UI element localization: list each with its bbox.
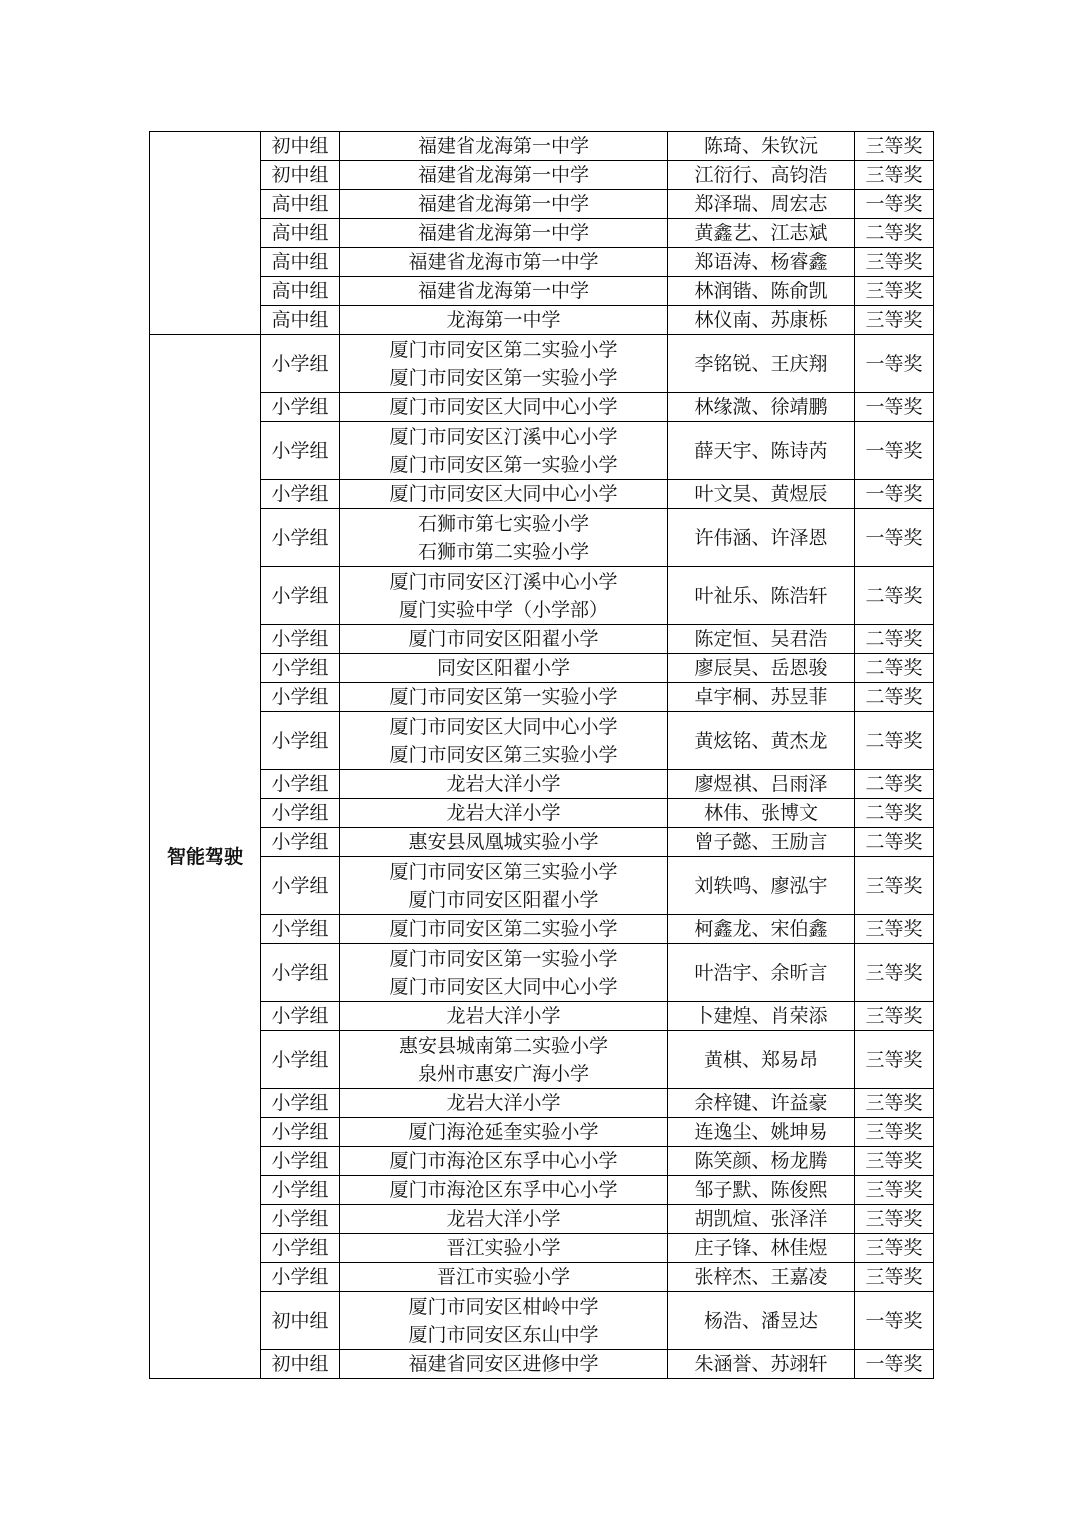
school-name: 厦门市同安区大同中心小学: [389, 975, 618, 998]
students-cell: 叶文昊、黄煜辰: [668, 480, 855, 509]
group-cell: 小学组: [261, 654, 340, 683]
award-cell: 一等奖: [855, 335, 934, 393]
group-cell: 小学组: [261, 625, 340, 654]
group-cell: 小学组: [261, 1263, 340, 1292]
school-name: 龙岩大洋小学: [446, 773, 561, 795]
table-row: [150, 625, 934, 654]
students-cell: 李铭锐、王庆翔: [668, 335, 855, 393]
school-cell: [340, 509, 668, 567]
table-row: [150, 132, 934, 161]
school-name: 福建省龙海第一中学: [417, 280, 589, 302]
group-cell: 小学组: [261, 509, 340, 567]
school-name: 厦门市同安区阳翟小学: [408, 888, 599, 911]
students-cell: 林伟、张博文: [668, 799, 855, 828]
school-name: 厦门市同安区东山中学: [408, 1323, 599, 1346]
school-cell: [340, 335, 668, 393]
table-row: [150, 480, 934, 509]
school-name: 厦门市同安区汀溪中心小学: [389, 570, 618, 593]
award-cell: 三等奖: [855, 306, 934, 335]
award-cell: 二等奖: [855, 683, 934, 712]
group-cell: 小学组: [261, 770, 340, 799]
school-name: 石狮市第二实验小学: [417, 540, 589, 563]
table-row: [150, 1292, 934, 1350]
group-cell: 小学组: [261, 393, 340, 422]
school-cell: [340, 480, 668, 509]
table-row: [150, 828, 934, 857]
students-cell: 陈琦、朱钦沅: [668, 132, 855, 161]
school-name: 厦门海沧延奎实验小学: [408, 1121, 599, 1143]
award-cell: 三等奖: [855, 248, 934, 277]
group-cell: 小学组: [261, 944, 340, 1002]
students-cell: 叶祉乐、陈浩轩: [668, 567, 855, 625]
students-cell: 林缘溦、徐靖鹏: [668, 393, 855, 422]
students-cell: 朱涵誉、苏翊轩: [668, 1350, 855, 1379]
school-name: 福建省龙海第一中学: [417, 222, 589, 244]
table-row: [150, 944, 934, 1002]
table-row: [150, 1118, 934, 1147]
students-cell: 柯鑫龙、宋伯鑫: [668, 915, 855, 944]
group-cell: 小学组: [261, 712, 340, 770]
table-row: [150, 219, 934, 248]
table-row: [150, 306, 934, 335]
school-name: 厦门市同安区第一实验小学: [389, 947, 618, 970]
school-name: 龙岩大洋小学: [446, 1005, 561, 1027]
students-cell: 许伟涵、许泽恩: [668, 509, 855, 567]
table-row: [150, 277, 934, 306]
school-name: 厦门市海沧区东孚中心小学: [389, 1179, 618, 1201]
students-cell: 卜建煌、肖荣添: [668, 1002, 855, 1031]
award-cell: 一等奖: [855, 509, 934, 567]
award-cell: 一等奖: [855, 190, 934, 219]
school-cell: [340, 1205, 668, 1234]
school-name: 厦门市同安区大同中心小学: [389, 396, 618, 418]
group-cell: 小学组: [261, 567, 340, 625]
school-name: 厦门市同安区第二实验小学: [389, 338, 618, 361]
students-cell: 江衍行、高钧浩: [668, 161, 855, 190]
award-cell: 三等奖: [855, 1205, 934, 1234]
students-cell: 连逸尘、姚坤易: [668, 1118, 855, 1147]
school-name: 福建省龙海第一中学: [417, 135, 589, 157]
award-cell: 二等奖: [855, 770, 934, 799]
school-cell: [340, 248, 668, 277]
school-name: 厦门市同安区第一实验小学: [389, 686, 618, 708]
award-cell: 三等奖: [855, 1234, 934, 1263]
school-name: 厦门市同安区第二实验小学: [389, 918, 618, 940]
award-cell: 三等奖: [855, 277, 934, 306]
school-cell: [340, 1350, 668, 1379]
table-row: [150, 654, 934, 683]
award-cell: 三等奖: [855, 1263, 934, 1292]
school-name: 晋江实验小学: [446, 1237, 561, 1259]
table-row: [150, 393, 934, 422]
school-cell: [340, 799, 668, 828]
school-cell: [340, 944, 668, 1002]
school-cell: [340, 1031, 668, 1089]
group-cell: 小学组: [261, 1147, 340, 1176]
students-cell: 余梓键、许益豪: [668, 1089, 855, 1118]
students-cell: 薛天宇、陈诗芮: [668, 422, 855, 480]
students-cell: 林仪南、苏康栎: [668, 306, 855, 335]
category-cell: 智能驾驶: [150, 335, 261, 1379]
award-cell: 二等奖: [855, 625, 934, 654]
school-cell: [340, 1292, 668, 1350]
school-cell: [340, 857, 668, 915]
students-cell: 廖辰昊、岳恩骏: [668, 654, 855, 683]
group-cell: 高中组: [261, 306, 340, 335]
students-cell: 廖煜祺、吕雨泽: [668, 770, 855, 799]
award-table: [149, 131, 934, 1379]
school-name: 惠安县城南第二实验小学: [398, 1034, 608, 1057]
award-cell: 三等奖: [855, 161, 934, 190]
table-row: [150, 161, 934, 190]
award-cell: 三等奖: [855, 1089, 934, 1118]
school-cell: [340, 306, 668, 335]
school-name: 同安区阳翟小学: [436, 657, 570, 679]
table-row: [150, 1350, 934, 1379]
group-cell: 小学组: [261, 828, 340, 857]
school-name: 厦门市同安区第三实验小学: [389, 860, 618, 883]
school-cell: [340, 712, 668, 770]
school-name: 厦门市同安区阳翟小学: [408, 628, 599, 650]
award-cell: 二等奖: [855, 799, 934, 828]
school-name: 福建省龙海第一中学: [417, 164, 589, 186]
table-row: [150, 1089, 934, 1118]
award-cell: 三等奖: [855, 132, 934, 161]
group-cell: 小学组: [261, 1031, 340, 1089]
group-cell: 小学组: [261, 683, 340, 712]
award-cell: 二等奖: [855, 219, 934, 248]
students-cell: 张梓杰、王嘉凌: [668, 1263, 855, 1292]
students-cell: 邹子默、陈俊熙: [668, 1176, 855, 1205]
table-row: [150, 422, 934, 480]
group-cell: 高中组: [261, 248, 340, 277]
school-name: 泉州市惠安广海小学: [417, 1062, 589, 1085]
students-cell: 庄子锋、林佳煜: [668, 1234, 855, 1263]
award-cell: 三等奖: [855, 944, 934, 1002]
table-row: [150, 509, 934, 567]
school-name: 龙岩大洋小学: [446, 1208, 561, 1230]
table-row: [150, 1002, 934, 1031]
school-cell: [340, 1002, 668, 1031]
school-cell: [340, 161, 668, 190]
school-cell: [340, 393, 668, 422]
group-cell: 小学组: [261, 1089, 340, 1118]
school-cell: [340, 190, 668, 219]
students-cell: 陈笑颜、杨龙腾: [668, 1147, 855, 1176]
students-cell: 刘轶鸣、廖泓宇: [668, 857, 855, 915]
group-cell: 小学组: [261, 1176, 340, 1205]
table-row: [150, 1176, 934, 1205]
table-row: [150, 1263, 934, 1292]
award-cell: 一等奖: [855, 1350, 934, 1379]
group-cell: 初中组: [261, 132, 340, 161]
award-cell: 二等奖: [855, 828, 934, 857]
students-cell: 郑泽瑞、周宏志: [668, 190, 855, 219]
students-cell: 黄鑫艺、江志斌: [668, 219, 855, 248]
students-cell: 曾子懿、王励言: [668, 828, 855, 857]
group-cell: 初中组: [261, 1292, 340, 1350]
group-cell: 小学组: [261, 1234, 340, 1263]
school-cell: [340, 828, 668, 857]
award-cell: 一等奖: [855, 480, 934, 509]
award-cell: 三等奖: [855, 1147, 934, 1176]
table-row: [150, 1031, 934, 1089]
school-cell: [340, 277, 668, 306]
school-cell: [340, 132, 668, 161]
award-cell: 三等奖: [855, 1176, 934, 1205]
group-cell: 小学组: [261, 1002, 340, 1031]
students-cell: 郑语涛、杨睿鑫: [668, 248, 855, 277]
award-cell: 三等奖: [855, 1002, 934, 1031]
group-cell: 小学组: [261, 335, 340, 393]
table-row: [150, 248, 934, 277]
school-cell: [340, 683, 668, 712]
group-cell: 小学组: [261, 480, 340, 509]
table-row: [150, 770, 934, 799]
category-cell: [150, 132, 261, 335]
school-cell: [340, 1118, 668, 1147]
award-cell: 二等奖: [855, 712, 934, 770]
table-row: [150, 799, 934, 828]
school-name: 厦门市同安区大同中心小学: [389, 715, 618, 738]
school-name: 龙海第一中学: [446, 309, 561, 331]
school-cell: [340, 625, 668, 654]
school-name: 厦门市同安区第三实验小学: [389, 743, 618, 766]
students-cell: 黄棋、郑易昂: [668, 1031, 855, 1089]
award-cell: 一等奖: [855, 393, 934, 422]
group-cell: 小学组: [261, 915, 340, 944]
award-cell: 三等奖: [855, 915, 934, 944]
table-row: [150, 712, 934, 770]
school-name: 厦门实验中学（小学部）: [398, 598, 608, 621]
school-name: 石狮市第七实验小学: [417, 512, 589, 535]
school-cell: [340, 1234, 668, 1263]
table-row: [150, 683, 934, 712]
award-cell: 二等奖: [855, 654, 934, 683]
group-cell: 小学组: [261, 857, 340, 915]
group-cell: 小学组: [261, 1118, 340, 1147]
group-cell: 小学组: [261, 422, 340, 480]
school-cell: [340, 770, 668, 799]
students-cell: 陈定恒、吴君浩: [668, 625, 855, 654]
school-name: 厦门市同安区大同中心小学: [389, 483, 618, 505]
students-cell: 卓宇桐、苏昱菲: [668, 683, 855, 712]
school-name: 厦门市同安区汀溪中心小学: [389, 425, 618, 448]
group-cell: 小学组: [261, 1205, 340, 1234]
award-cell: 三等奖: [855, 857, 934, 915]
school-cell: [340, 219, 668, 248]
school-cell: [340, 1176, 668, 1205]
school-name: 晋江市实验小学: [436, 1266, 570, 1288]
table-row: [150, 857, 934, 915]
school-name: 福建省龙海市第一中学: [408, 251, 599, 273]
school-cell: [340, 1089, 668, 1118]
award-cell: 一等奖: [855, 1292, 934, 1350]
table-row: [150, 1234, 934, 1263]
group-cell: 初中组: [261, 1350, 340, 1379]
group-cell: 高中组: [261, 219, 340, 248]
school-name: 福建省同安区进修中学: [408, 1353, 599, 1375]
table-row: [150, 567, 934, 625]
award-cell: 二等奖: [855, 567, 934, 625]
school-cell: [340, 1147, 668, 1176]
table-row: [150, 915, 934, 944]
school-cell: [340, 422, 668, 480]
group-cell: 初中组: [261, 161, 340, 190]
school-cell: [340, 654, 668, 683]
table-row: [150, 1147, 934, 1176]
students-cell: 叶浩宇、余昕言: [668, 944, 855, 1002]
award-cell: 三等奖: [855, 1118, 934, 1147]
group-cell: 高中组: [261, 190, 340, 219]
table-row: [150, 190, 934, 219]
students-cell: 黄炫铭、黄杰龙: [668, 712, 855, 770]
school-name: 厦门市同安区第一实验小学: [389, 366, 618, 389]
school-cell: [340, 915, 668, 944]
award-table-body: [150, 132, 934, 1379]
school-name: 龙岩大洋小学: [446, 1092, 561, 1114]
school-name: 惠安县凤凰城实验小学: [408, 831, 599, 853]
students-cell: 胡凯煊、张泽洋: [668, 1205, 855, 1234]
school-name: 厦门市同安区柑岭中学: [408, 1295, 599, 1318]
school-cell: [340, 1263, 668, 1292]
students-cell: 杨浩、潘昱达: [668, 1292, 855, 1350]
school-name: 厦门市海沧区东孚中心小学: [389, 1150, 618, 1172]
table-row: [150, 335, 934, 393]
school-name: 龙岩大洋小学: [446, 802, 561, 824]
award-cell: 三等奖: [855, 1031, 934, 1089]
students-cell: 林润锴、陈俞凯: [668, 277, 855, 306]
table-row: [150, 1205, 934, 1234]
group-cell: 高中组: [261, 277, 340, 306]
group-cell: 小学组: [261, 799, 340, 828]
school-cell: [340, 567, 668, 625]
school-name: 福建省龙海第一中学: [417, 193, 589, 215]
school-name: 厦门市同安区第一实验小学: [389, 453, 618, 476]
award-cell: 一等奖: [855, 422, 934, 480]
